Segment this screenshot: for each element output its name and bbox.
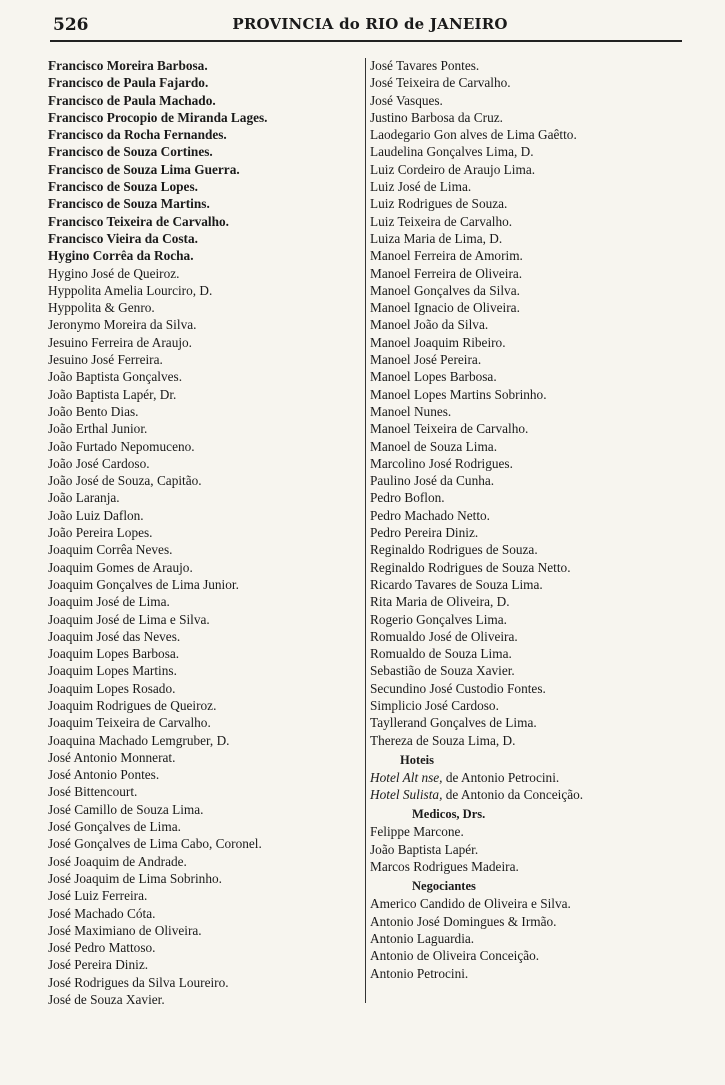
list-item: Pedro Pereira Diniz.: [370, 525, 479, 541]
list-item: Antonio Laguardia.: [370, 930, 475, 946]
hotel-entry: [370, 786, 690, 803]
list-item: Francisco de Souza Cortines.: [48, 144, 213, 160]
list-item: Francisco Procopio de Miranda Lages.: [48, 109, 268, 125]
list-item: Manoel de Souza Lima.: [370, 438, 498, 454]
hotel-name: Hotel Sulista,: [370, 787, 443, 803]
list-item: João Baptista Gonçalves.: [48, 369, 183, 385]
list-item: Sebastião de Souza Xavier.: [370, 663, 515, 679]
list-item: Manoel Lopes Martins Sobrinho.: [370, 386, 547, 402]
list-item: Joaquim José de Lima e Silva.: [48, 611, 210, 627]
list-item: Francisco de Souza Lima Guerra.: [48, 161, 240, 177]
list-item: Joaquim Lopes Barbosa.: [48, 646, 180, 662]
negociantes-heading: Negociantes: [412, 879, 476, 894]
list-item: Hyppolita & Genro.: [48, 300, 155, 316]
page-header: [0, 0, 725, 44]
list-item: José de Souza Xavier.: [48, 992, 165, 1008]
list-item: Francisco de Souza Lopes.: [48, 179, 198, 195]
list-item: Antonio de Oliveira Conceição.: [370, 948, 540, 964]
list-item: Rogerio Gonçalves Lima.: [370, 611, 507, 627]
list-item: Paulino José da Cunha.: [370, 473, 495, 489]
running-title: PROVINCIA do RIO de JANEIRO: [232, 15, 508, 33]
list-item: Laodegario Gon alves de Lima Gaêtto.: [370, 127, 577, 143]
list-item: Reginaldo Rodrigues de Souza Netto.: [370, 559, 571, 575]
list-item: Jeronymo Moreira da Silva.: [48, 317, 197, 333]
hotel-owner: de Antonio da Conceição.: [442, 787, 584, 803]
list-item: José Luiz Ferreira.: [48, 888, 148, 904]
list-item: João José Cardoso.: [48, 455, 150, 471]
list-item: João Furtado Nepomuceno.: [48, 438, 195, 454]
list-item: João Bento Dias.: [48, 403, 139, 419]
page-number: 526: [53, 15, 89, 35]
list-item: Joaquim Lopes Martins.: [48, 663, 177, 679]
list-item: Francisco Vieira da Costa.: [48, 230, 198, 246]
list-item: Felippe Marcone.: [370, 824, 464, 840]
list-item: Hyppolita Amelia Lourciro, D.: [48, 282, 213, 298]
list-item: Manoel Lopes Barbosa.: [370, 369, 497, 385]
list-item: João Luiz Daflon.: [48, 507, 144, 523]
list-item: Luiz Teixeira de Carvalho.: [370, 213, 513, 229]
list-item: Joaquim Corrêa Neves.: [48, 542, 173, 558]
list-item: João Baptista Lapér.: [370, 841, 479, 857]
list-item: Francisco Moreira Barbosa.: [48, 58, 208, 73]
list-item: Romualdo de Souza Lima.: [370, 646, 512, 662]
list-item: José Antonio Monnerat.: [48, 749, 176, 765]
hotels-heading: Hoteis: [400, 752, 435, 767]
list-item: Manoel Ignacio de Oliveira.: [370, 300, 520, 316]
list-item: Justino Barbosa da Cruz.: [370, 109, 503, 125]
list-item: Manoel Gonçalves da Silva.: [370, 282, 520, 298]
hotel-name: Hotel Alt nse,: [370, 769, 443, 785]
list-item: João Baptista Lapér, Dr.: [48, 386, 177, 402]
list-item: Thereza de Souza Lima, D.: [370, 732, 516, 748]
list-item: José Pedro Mattoso.: [48, 940, 156, 956]
right-name-list: [370, 57, 690, 749]
medicos-heading: Medicos, Drs.: [412, 807, 486, 822]
list-item: Francisco de Paula Fajardo.: [48, 75, 209, 91]
medicos-list: [370, 823, 690, 875]
list-item: Pedro Boflon.: [370, 490, 445, 506]
list-item: Reginaldo Rodrigues de Souza.: [370, 542, 538, 558]
list-item: Francisco da Rocha Fernandes.: [48, 127, 227, 143]
list-item: Joaquim Gonçalves de Lima Junior.: [48, 576, 239, 592]
list-item: Manoel Ferreira de Oliveira.: [370, 265, 523, 281]
list-item: Luiz José de Lima.: [370, 179, 472, 195]
list-item: José Camillo de Souza Lima.: [48, 801, 204, 817]
list-item: João José de Souza, Capitão.: [48, 473, 202, 489]
list-item: Luiz Cordeiro de Araujo Lima.: [370, 161, 536, 177]
list-item: Manoel Ferreira de Amorim.: [370, 248, 523, 264]
list-item: Joaquina Machado Lemgruber, D.: [48, 732, 230, 748]
left-column: [48, 57, 366, 1008]
list-item: Luiza Maria de Lima, D.: [370, 230, 503, 246]
list-item: Marcos Rodrigues Madeira.: [370, 859, 519, 875]
hotel-owner: de Antonio Petrocini.: [442, 769, 560, 785]
list-item: Joaquim José de Lima.: [48, 594, 170, 610]
list-item: Antonio José Domingues & Irmão.: [370, 913, 557, 929]
list-item: Joaquim José das Neves.: [48, 628, 181, 644]
list-item: José Gonçalves de Lima.: [48, 819, 181, 835]
list-item: João Erthal Junior.: [48, 421, 148, 437]
list-item: Joaquim Rodrigues de Queiroz.: [48, 697, 217, 713]
list-item: Manoel José Pereira.: [370, 352, 482, 368]
right-column: [370, 57, 690, 982]
hotels-list: [370, 769, 690, 804]
list-item: José Pereira Diniz.: [48, 957, 149, 973]
list-item: Rita Maria de Oliveira, D.: [370, 594, 510, 610]
list-item: José Gonçalves de Lima Cabo, Coronel.: [48, 836, 262, 852]
negociantes-list: [370, 895, 690, 981]
list-item: Ricardo Tavares de Souza Lima.: [370, 576, 543, 592]
list-item: Luiz Rodrigues de Souza.: [370, 196, 508, 212]
list-item: Jesuino Ferreira de Araujo.: [48, 334, 193, 350]
list-item: Joaquim Teixeira de Carvalho.: [48, 715, 211, 731]
list-item: Joaquim Gomes de Araujo.: [48, 559, 193, 575]
list-item: Joaquim Lopes Rosado.: [48, 680, 176, 696]
list-item: José Tavares Pontes.: [370, 58, 480, 73]
list-item: José Joaquim de Lima Sobrinho.: [48, 870, 222, 886]
list-item: Francisco Teixeira de Carvalho.: [48, 213, 229, 229]
list-item: José Rodrigues da Silva Loureiro.: [48, 974, 229, 990]
list-item: Manoel João da Silva.: [370, 317, 489, 333]
list-item: Francisco de Souza Martins.: [48, 196, 210, 212]
header-rule: [50, 40, 682, 42]
list-item: José Teixeira de Carvalho.: [370, 75, 511, 91]
list-item: José Bittencourt.: [48, 784, 138, 800]
list-item: João Laranja.: [48, 490, 120, 506]
list-item: José Maximiano de Oliveira.: [48, 922, 202, 938]
list-item: João Pereira Lopes.: [48, 525, 153, 541]
list-item: Hygino José de Queiroz.: [48, 265, 180, 281]
list-item: Hygino Corrêa da Rocha.: [48, 248, 194, 264]
list-item: Secundino José Custodio Fontes.: [370, 680, 546, 696]
list-item: Jesuino José Ferreira.: [48, 352, 163, 368]
list-item: Laudelina Gonçalves Lima, D.: [370, 144, 534, 160]
list-item: Americo Candido de Oliveira e Silva.: [370, 896, 571, 912]
list-item: Pedro Machado Netto.: [370, 507, 491, 523]
list-item: Tayllerand Gonçalves de Lima.: [370, 715, 537, 731]
list-item: Manoel Joaquim Ribeiro.: [370, 334, 506, 350]
list-item: Francisco de Paula Machado.: [48, 92, 216, 108]
list-item: José Vasques.: [370, 92, 443, 108]
list-item: Manoel Teixeira de Carvalho.: [370, 421, 529, 437]
list-item: José Machado Cóta.: [48, 905, 156, 921]
list-item: José Joaquim de Andrade.: [48, 853, 187, 869]
list-item: Antonio Petrocini.: [370, 965, 469, 981]
list-item: Romualdo José de Oliveira.: [370, 628, 518, 644]
list-item: Marcolino José Rodrigues.: [370, 455, 513, 471]
list-item: Simplicio José Cardoso.: [370, 697, 499, 713]
list-item: José Antonio Pontes.: [48, 767, 160, 783]
list-item: Manoel Nunes.: [370, 403, 452, 419]
hotel-entry: [370, 769, 690, 786]
